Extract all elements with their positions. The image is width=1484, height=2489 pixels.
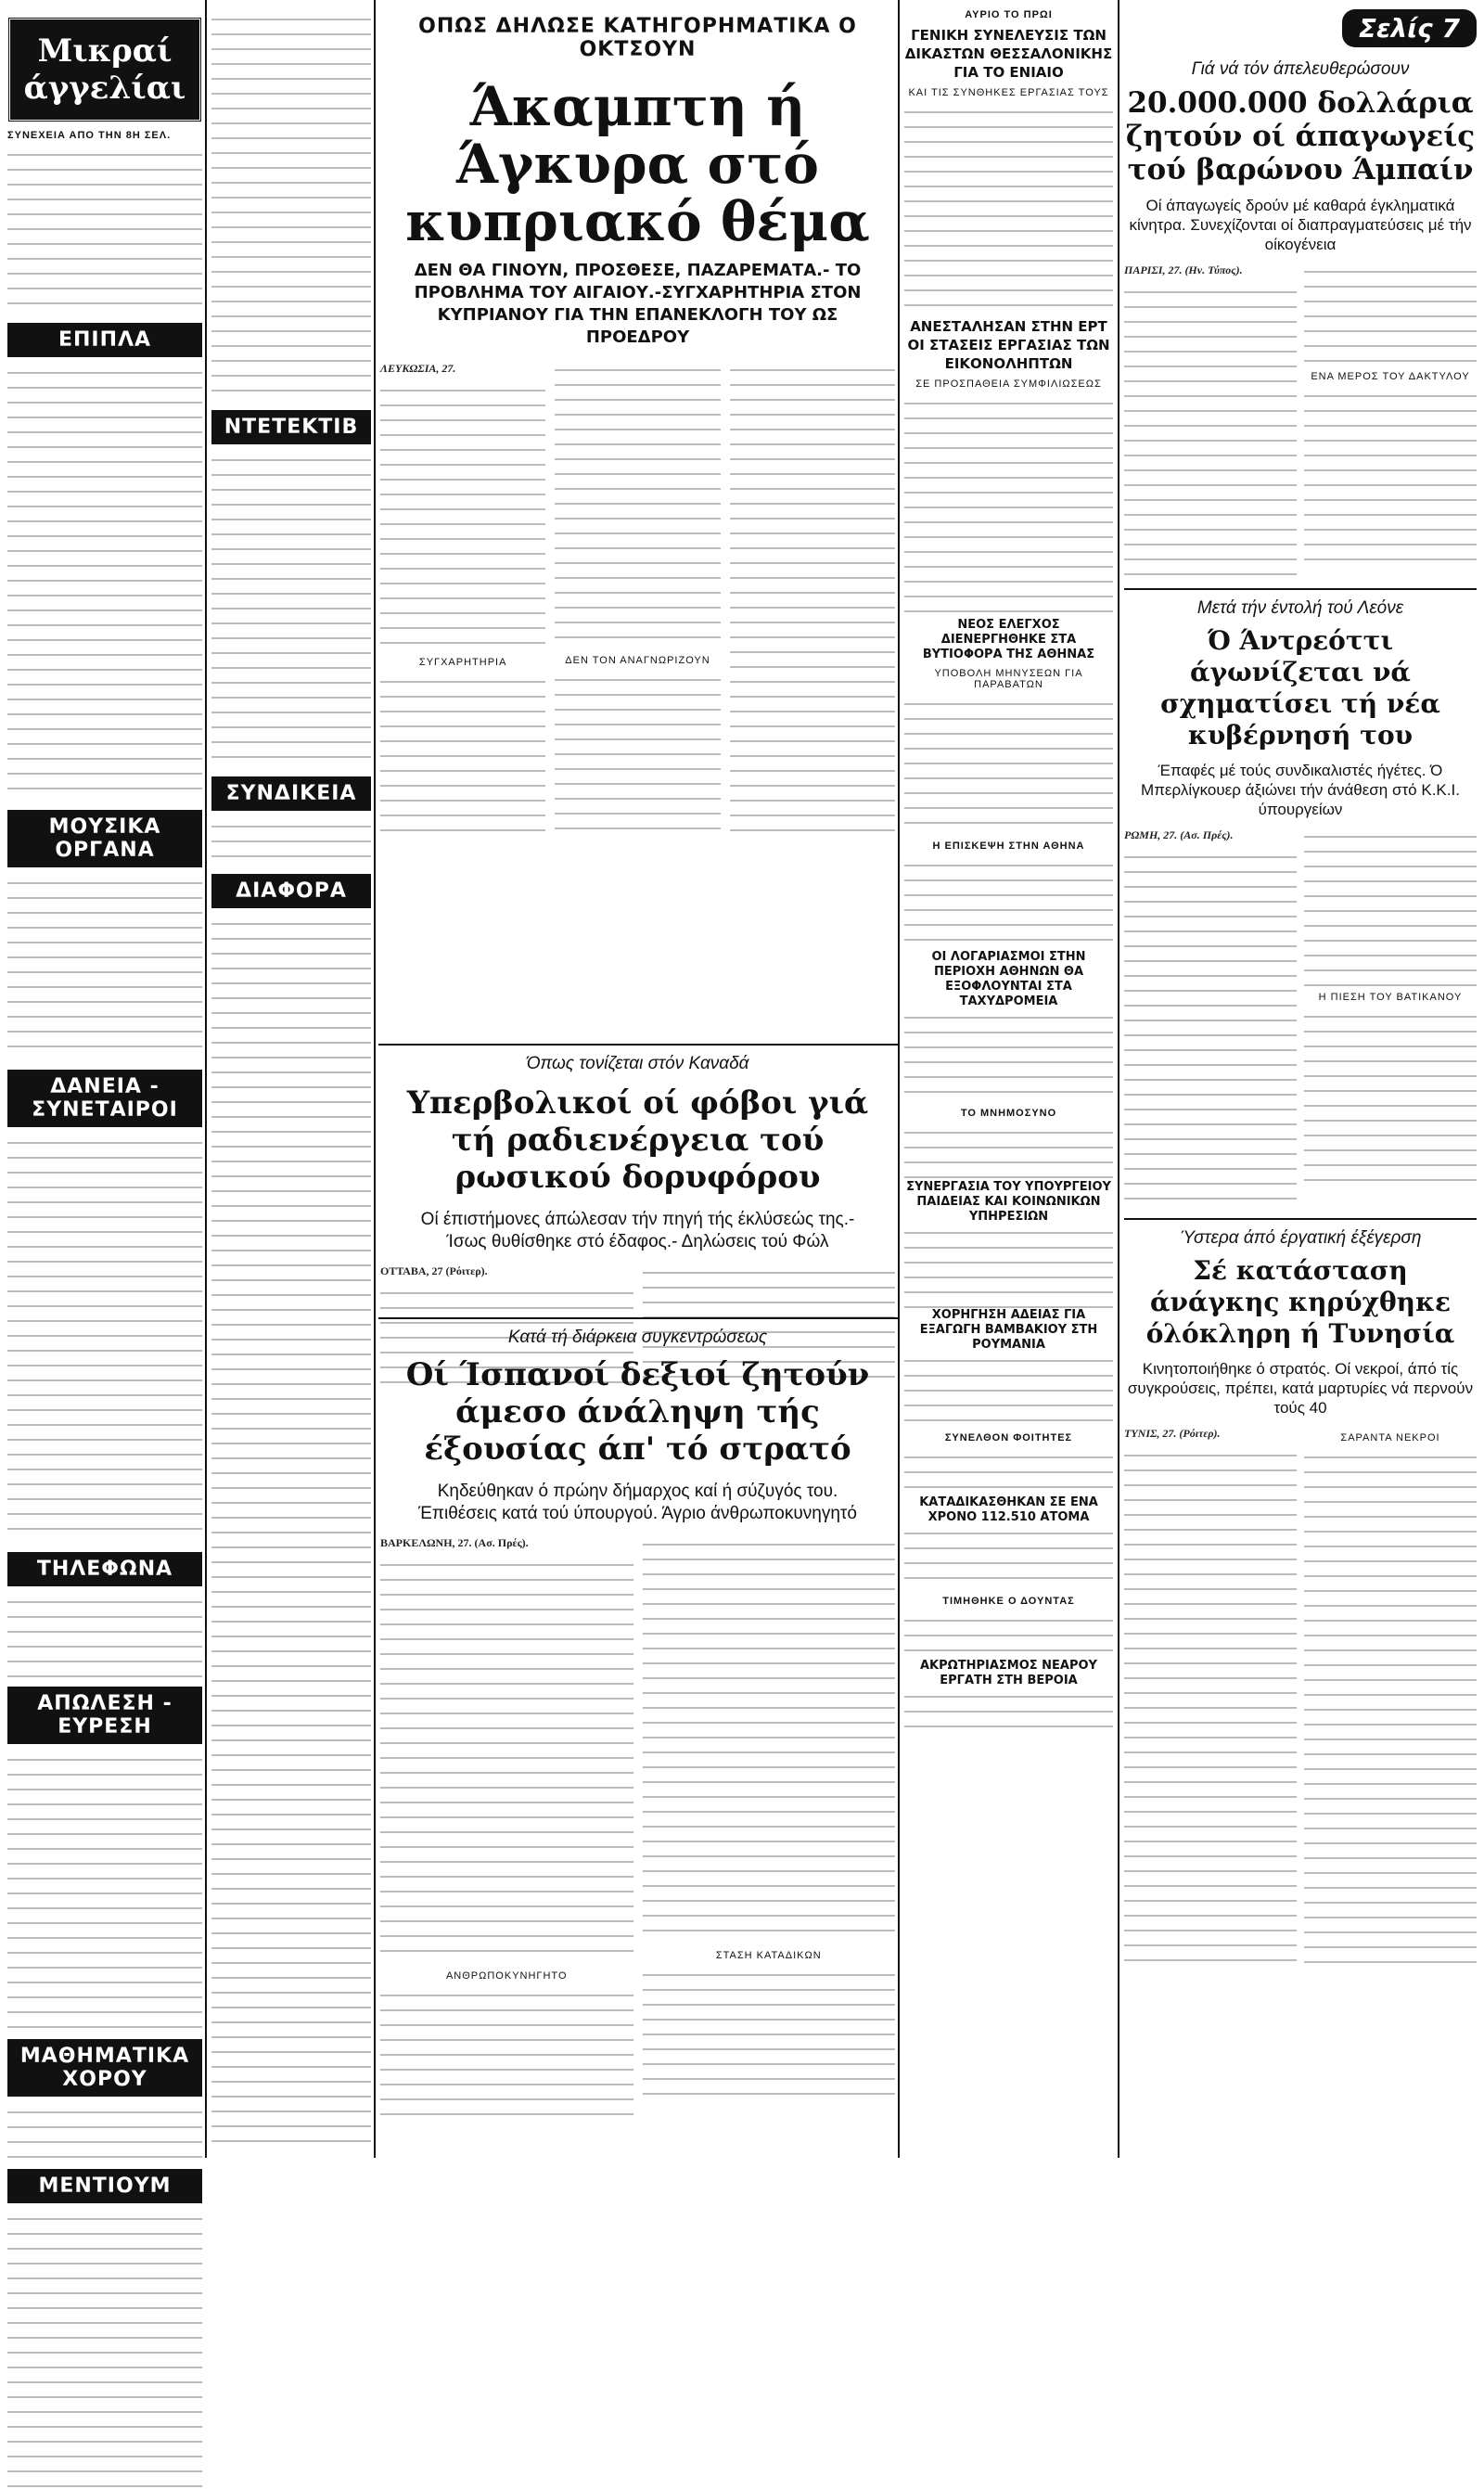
lead-subhead: ΔΕΝ ΤΟΝ ΑΝΑΓΝΩΡΙΖΟΥΝ [565, 655, 710, 666]
brief-headline: ΣΥΝΕΛΘΟΝ ΦΟΙΤΗΤΕΣ [944, 1432, 1073, 1443]
briefs-top-label: ΑΥΡΙΟ ΤΟ ΠΡΩΙ [965, 9, 1053, 20]
article-text [904, 1525, 1113, 1590]
satellite-deck: Οί έπιστήμονες άπώλεσαν τήν πηγή τής έκλύσεώς της.- Ίσως θυθίσθηκε στό έδαφος.- Δηλώσεις τού Φώλ [420, 1210, 855, 1251]
spain-story [380, 1327, 895, 2126]
ad-text-block [7, 1594, 202, 1677]
lead-dateline: ΛΕΥΚΩΣΙΑ, 27. [380, 362, 456, 375]
lead-deck: ΔΕΝ ΘΑ ΓΙΝΟΥΝ, ΠΡΟΣΘΕΣΕ, ΠΑΖΑΡΕΜΑΤΑ.- ΤΟ ΠΡΟΒΛΗΜΑ ΤΟΥ ΑΙΓΑΙΟΥ.-ΣΥΓΧΑΡΗΤΗΡΙΑ ΣΤΟΝ ΚΥΠΡΙΑΝΟΥ ΓΙΑ ΤΗΝ ΕΠΑΝΕΚΛΟΓΗ ΤΟΥ ΩΣ ΠΡΟΕΔΡΟΥ [414, 261, 862, 347]
spain-dateline: ΒΑΡΚΕΛΩΝΗ, 27. (Ασ. Πρές). [380, 1536, 529, 1549]
article-text [1304, 828, 1477, 986]
section-header: ΣΥΝΔΙΚΕΙΑ [211, 776, 371, 811]
article-text [1304, 1449, 1477, 1969]
satellite-kicker: Όπως τονίζεται στόν Καναδά [526, 1054, 749, 1073]
article-text [904, 1612, 1113, 1659]
article-text [380, 382, 545, 651]
article-text [904, 1353, 1113, 1427]
section-header: ΜΑΘΗΜΑΤΙΚΑ ΧΟΡΟΥ [7, 2039, 202, 2097]
lead-subhead: ΣΥΓΧΑΡΗΤΗΡΙΑ [418, 657, 507, 668]
article-text [1124, 849, 1297, 1211]
brief-headline: ΑΝΕΣΤΑΛΗΣΑΝ ΣΤΗΝ ΕΡΤ ΟΙ ΣΤΑΣΕΙΣ ΕΡΓΑΣΙΑΣ ΤΩΝ ΕΙΚΟΝΟΛΗΠΤΩΝ [907, 318, 1110, 372]
article-text [904, 1449, 1113, 1495]
section-header: ΜΟΥΣΙΚΑ ΟΡΓΑΝΑ [7, 810, 202, 867]
ad-text-block [7, 2211, 202, 2489]
brief-headline: ΚΑΤΑΔΙΚΑΣΘΗΚΑΝ ΣΕ ΕΝΑ ΧΡΟΝΟ 112.510 ΑΤΟΜΑ [919, 1495, 1098, 1524]
article-text [380, 1557, 633, 1965]
classifieds-title: Μικραί άγγελίαι [7, 17, 202, 122]
ads-column [211, 0, 371, 2149]
story2-headline: Ό Άντρεόττι άγωνίζεται νά σχηματίσει τή νέα κυβέρνησή του [1160, 625, 1440, 751]
article-text [1304, 263, 1477, 366]
ad-text-block [211, 818, 371, 865]
ad-text-block [211, 11, 371, 401]
article-text [904, 104, 1113, 317]
brief-headline: ΣΥΝΕΡΓΑΣΙΑ ΤΟΥ ΥΠΟΥΡΓΕΙΟΥ ΠΑΙΔΕΙΑΣ ΚΑΙ ΚΟΙΝΩΝΙΚΩΝ ΥΠΗΡΕΣΙΩΝ [906, 1180, 1111, 1224]
classifieds-column [7, 0, 202, 2489]
section-rule [1124, 1218, 1477, 1220]
story2-dateline: ΡΩΜΗ, 27. (Ασ. Πρές). [1124, 828, 1234, 841]
article-text [1124, 284, 1297, 581]
section-rule [1124, 588, 1477, 590]
section-header: ΔΙΑΦΟΡΑ [211, 874, 371, 908]
lead-story [380, 0, 895, 844]
brief-headline: ΧΟΡΗΓΗΣΗ ΑΔΕΙΑΣ ΓΙΑ ΕΞΑΓΩΓΗ ΒΑΜΒΑΚΙΟΥ ΣΤΗ ΡΟΥΜΑΝΙΑ [919, 1308, 1098, 1352]
article-text [555, 362, 720, 649]
section-header: ΑΠΩΛΕΣΗ - ΕΥΡΕΣΗ [7, 1687, 202, 1744]
ad-text-block [211, 452, 371, 767]
briefs-column [904, 0, 1113, 1735]
article-text [904, 1688, 1113, 1735]
article-text [904, 857, 1113, 950]
story2-subhead: Η ΠΙΕΣΗ ΤΟΥ ΒΑΤΙΚΑΝΟΥ [1318, 992, 1463, 1003]
article-text [904, 1124, 1113, 1180]
story3-kicker: Ύστερα άπό έργατική έξέγερση [1179, 1228, 1422, 1248]
brief-sub: ΣΕ ΠΡΟΣΠΑΘΕΙΑ ΣΥΜΦΙΛΙΩΣΕΩΣ [915, 378, 1102, 390]
ad-text-block [7, 2104, 202, 2160]
article-text [643, 1967, 896, 2106]
ad-text-block [7, 1135, 202, 1543]
classifieds-intro: ΣΥΝΕΧΕΙΑ ΑΠΟ ΤΗΝ 8Η ΣΕΛ. [7, 130, 172, 141]
article-text [380, 1987, 633, 2126]
brief-sub: ΥΠΟΒΟΛΗ ΜΗΝΥΣΕΩΝ ΓΙΑ ΠΑΡΑΒΑΤΩΝ [934, 668, 1083, 690]
section-header: ΤΗΛΕΦΩΝΑ [7, 1552, 202, 1586]
ad-text-block [7, 1751, 202, 2030]
article-text [1304, 388, 1477, 573]
brief-headline: ΑΚΡΩΤΗΡΙΑΣΜΟΣ ΝΕΑΡΟΥ ΕΡΓΑΤΗ ΣΤΗ ΒΕΡΟΙΑ [920, 1659, 1097, 1687]
section-rule [378, 1317, 898, 1319]
brief-headline: ΝΕΟΣ ΕΛΕΓΧΟΣ ΔΙΕΝΕΡΓΗΘΗΚΕ ΣΤΑ ΒΥΤΙΟΦΟΡΑ ΤΗΣ ΑΘΗΝΑΣ [922, 618, 1095, 661]
section-header: ΝΤΕΤΕΚΤΙΒ [211, 410, 371, 444]
spain-subhead: ΣΤΑΣΗ ΚΑΤΑΔΙΚΩΝ [715, 1950, 822, 1961]
story3-deck: Κινητοποιήθηκε ό στρατός. Οί νεκροί, άπό τίς συγκρούσεις, πρέπει, κατά μαρτυρίες νά περνούν τούς 40 [1127, 1360, 1474, 1417]
spain-deck: Κηδεύθηκαν ό πρώην δήμαρχος καί ή σύζυγός του. Έπιθέσεις κατά τού ύπουργού. Άγριο άνθρωποκυνηγητό [418, 1482, 857, 1523]
story2-kicker: Μετά τήν έντολή τού Λεόνε [1196, 598, 1404, 618]
article-text [904, 696, 1113, 835]
story1-subhead: ΕΝΑ ΜΕΡΟΣ ΤΟΥ ΔΑΚΤΥΛΟΥ [1311, 371, 1470, 382]
story1-deck: Οί άπαγωγείς δρούν μέ καθαρά έγκληματικά κίνητρα. Συνεχίζονται οί διαπραγματεύσεις μέ τήν οίκογένεια [1129, 197, 1472, 253]
lead-headline: Άκαμπτη ή Άγκυρα στό κυπριακό θέμα [405, 75, 870, 253]
satellite-dateline: ΟΤΤΑΒΑ, 27 (Ρόιτερ). [380, 1264, 488, 1277]
brief-headline: Η ΕΠΙΣΚΕΨΗ ΣΤΗΝ ΑΘΗΝΑ [932, 840, 1085, 852]
story3-dateline: ΤΥΝΙΣ, 27. (Ρόιτερ). [1124, 1427, 1221, 1440]
article-text [1124, 1447, 1297, 1967]
page-number-label: Σελίς 7 [1342, 9, 1477, 47]
spain-headline: Οί Ίσπανοί δεξιοί ζητούν άμεσο άνάληψη τής έξουσίας άπ' τό στρατό [405, 1356, 870, 1468]
article-text [555, 672, 720, 839]
lead-kicker: ΟΠΩΣ ΔΗΛΩΣΕ ΚΑΤΗΓΟΡΗΜΑΤΙΚΑ Ο ΟΚΤΣΟΥΝ [418, 15, 857, 61]
story1-dateline: ΠΑΡΙΣΙ, 27. (Ην. Τύπος). [1124, 263, 1243, 276]
article-text [904, 1009, 1113, 1102]
article-text [904, 1225, 1113, 1308]
article-text [1304, 1008, 1477, 1194]
ad-text-block [7, 365, 202, 801]
article-text [904, 395, 1113, 618]
story1-headline: 20.000.000 δολλάρια ζητούν οί άπαγωγείς τού βαρώνου Άμπαίν [1125, 86, 1476, 186]
section-header: ΕΠΙΠΛΑ [7, 323, 202, 357]
story3-subhead: ΣΑΡΑΝΤΑ ΝΕΚΡΟΙ [1340, 1432, 1440, 1443]
story3-headline: Σέ κατάσταση άνάγκης κηρύχθηκε όλόκληρη ή Τυνησία [1145, 1255, 1455, 1349]
column-rule [374, 0, 376, 2158]
section-header: ΔΑΝΕΙΑ - ΣΥΝΕΤΑΙΡΟΙ [7, 1070, 202, 1127]
story2-deck: Έπαφές μέ τούς συνδικαλιστές ήγέτες. Ό Μπερλίγκουερ άξιώνει τήν άνάθεση στό Κ.Κ.Ι. ύπουργείων [1141, 762, 1460, 818]
story1-kicker: Γιά νά τόν άπελευθερώσουν [1191, 59, 1410, 79]
brief-headline: ΤΙΜΗΘΗΚΕ Ο ΔΟΥΝΤΑΣ [942, 1596, 1075, 1607]
spain-subhead: ΑΝΘΡΩΠΟΚΥΝΗΓΗΤΟ [445, 1970, 568, 1982]
section-rule [378, 1044, 898, 1046]
brief-headline: ΤΟ ΜΝΗΜΟΣΥΝΟ [960, 1108, 1057, 1119]
column-rule [898, 0, 900, 2158]
ad-text-block [211, 916, 371, 2149]
ad-text-block [7, 147, 202, 314]
column-rule [205, 0, 207, 2158]
right-column [1124, 0, 1477, 1969]
article-text [730, 362, 895, 844]
ad-text-block [7, 875, 202, 1060]
section-header: ΜΕΝΤΙΟΥΜ [7, 2169, 202, 2203]
satellite-headline: Υπερβολικοί οί φόβοι γιά τή ραδιενέργεια τού ρωσικού δορυφόρου [406, 1084, 869, 1196]
article-text [643, 1536, 896, 1944]
brief-headline: ΟΙ ΛΟΓΑΡΙΑΣΜΟΙ ΣΤΗΝ ΠΕΡΙΟΧΗ ΑΘΗΝΩΝ ΘΑ ΕΞΟΦΛΟΥΝΤΑΙ ΣΤΑ ΤΑΧΥΔΡΟΜΕΙΑ [931, 950, 1086, 1008]
article-text [380, 674, 545, 840]
column-rule [1118, 0, 1119, 2158]
briefs-top-headline: ΓΕΝΙΚΗ ΣΥΝΕΛΕΥΣΙΣ ΤΩΝ ΔΙΚΑΣΤΩΝ ΘΕΣΣΑΛΟΝΙΚΗΣ ΓΙΑ ΤΟ ΕΝΙΑΙΟ [904, 27, 1113, 81]
briefs-top-sub: ΚΑΙ ΤΙΣ ΣΥΝΘΗΚΕΣ ΕΡΓΑΣΙΑΣ ΤΟΥΣ [908, 87, 1109, 98]
spain-kicker: Κατά τή διάρκεια συγκεντρώσεως [507, 1328, 768, 1347]
